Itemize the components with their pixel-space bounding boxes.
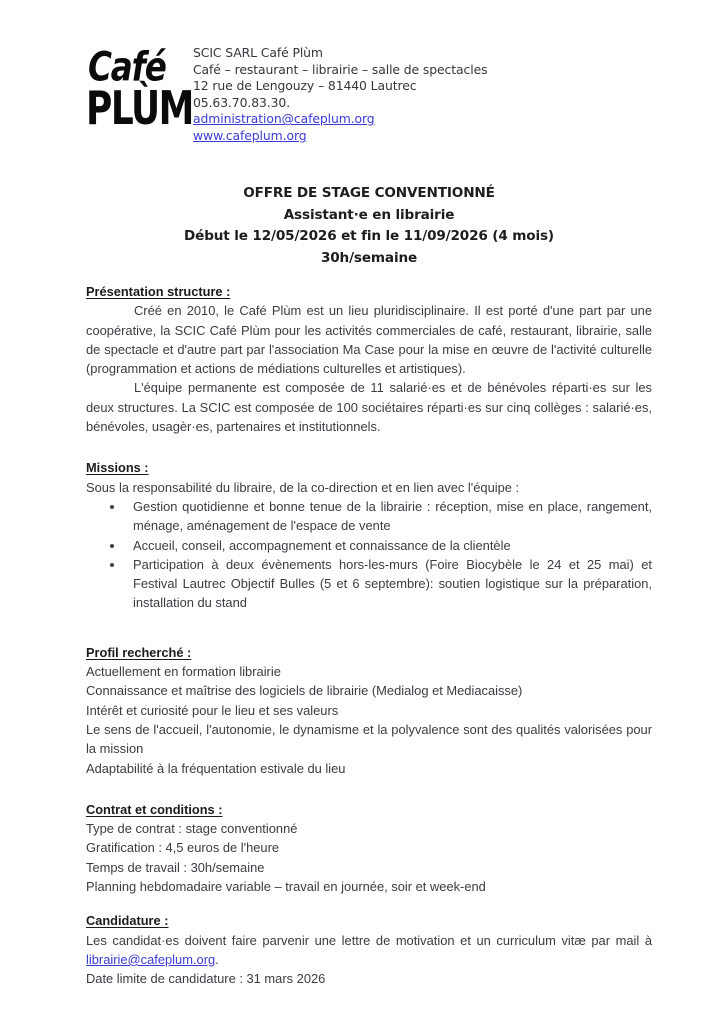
website-link[interactable]: www.cafeplum.org [193,127,307,143]
candidature-instructions [86,931,652,970]
missions-intro: Sous la responsabilité du libraire, de la co-direction et en lien avec l'équipe : [86,479,520,495]
spacer [86,778,652,800]
company-activities: Café – restaurant – librairie – salle de spectacles [193,61,488,77]
section-heading-missions: Missions : [86,460,149,476]
missions-list-item: Accueil, conseil, accompagnement et connaissance de la clientèle [86,536,652,555]
profil-line: Connaissance et maîtrise des logiciels de librairie (Medialog et Mediacaisse) [86,683,523,699]
section-heading-profil: Profil recherché : [86,644,192,660]
contrat-line: Type de contrat : stage conventionné [86,821,298,837]
profil-line: Adaptabilité à la fréquentation estivale du lieu [86,760,346,776]
title-line-position: Assistant·e en librairie [283,206,455,223]
presentation-paragraph-1: Créé en 2010, le Café Plùm est un lieu pluridisciplinaire. Il est porté d'une part par une coopérative, la SCIC Café Plùm pour les activités commerciales de café, restaurant, librairie, salle de spectacle et d'autre part par l'association Ma Case pour la mise en œuvre de l'activité culturelle (programmation et actions de médiations culturelles et artistiques). [86,303,652,377]
logo-text-plum: PLÙM [86,82,193,136]
candidature-deadline: Date limite de candidature : 31 mars 2026 [86,971,326,987]
candidature-text-after-link: . [215,951,219,967]
logo-text-cafe: Café [88,44,166,92]
section-heading-contrat: Contrat et conditions : [86,801,223,817]
company-address: 12 rue de Lengouzy – 81440 Lautrec [193,78,417,94]
letterhead-contact-block [182,44,646,145]
spacer [86,613,652,643]
candidature-email-link[interactable]: librairie@cafeplum.org [86,951,216,967]
presentation-paragraph-2: L'équipe permanente est composée de 11 salarié·es et de bénévoles réparti·es sur les deux structures. La SCIC est composée de 100 sociétaires réparti·es sur cinq collèges : salarié·es, bénévoles, usagèr·es, partenaires et institutionnels. [86,380,652,435]
email-link[interactable]: administration@cafeplum.org [193,111,375,127]
letterhead [86,44,646,145]
title-line-hours: 30h/semaine [320,249,418,266]
title-line-offer: OFFRE DE STAGE CONVENTIONNÉ [243,185,495,201]
profil-line: Intérêt et curiosité pour le lieu et ses valeurs [86,702,339,718]
profil-line: Le sens de l'accueil, l'autonomie, le dynamisme et la polyvalence sont des qualités valorisées pour la mission [86,721,652,757]
document-title [86,183,652,269]
spacer [86,896,652,911]
missions-list-item: Participation à deux évènements hors-les-murs (Foire Biocybèle le 24 et 25 mai) et Festival Lautrec Objectif Bulles (5 et 6 septembre): soutien logistique sur la préparation, installation du stand [86,555,652,613]
contrat-line: Planning hebdomadaire variable – travail en journée, soir et week-end [86,879,486,895]
profil-line: Actuellement en formation librairie [86,664,281,680]
missions-list-item: Gestion quotidienne et bonne tenue de la librairie : réception, mise en place, rangement, ménage, aménagement de l'espace de vente [86,497,652,536]
section-heading-candidature: Candidature : [86,913,169,929]
section-heading-presentation: Présentation structure : [86,284,231,299]
spacer [86,436,652,458]
contrat-line: Temps de travail : 30h/semaine [86,859,265,875]
candidature-text-before-link: Les candidat·es doivent faire parvenir une lettre de motivation et un curriculum vitæ par mail à [86,932,652,948]
company-phone: 05.63.70.83.30. [193,94,291,110]
missions-list [86,497,652,613]
cafe-plum-logo [86,44,193,136]
title-line-dates: Début le 12/05/2026 et fin le 11/09/2026 (4 mois) [184,228,554,244]
company-name: SCIC SARL Café Plùm [193,45,323,60]
document-body [86,282,652,989]
contrat-line: Gratification : 4,5 euros de l'heure [86,840,280,856]
